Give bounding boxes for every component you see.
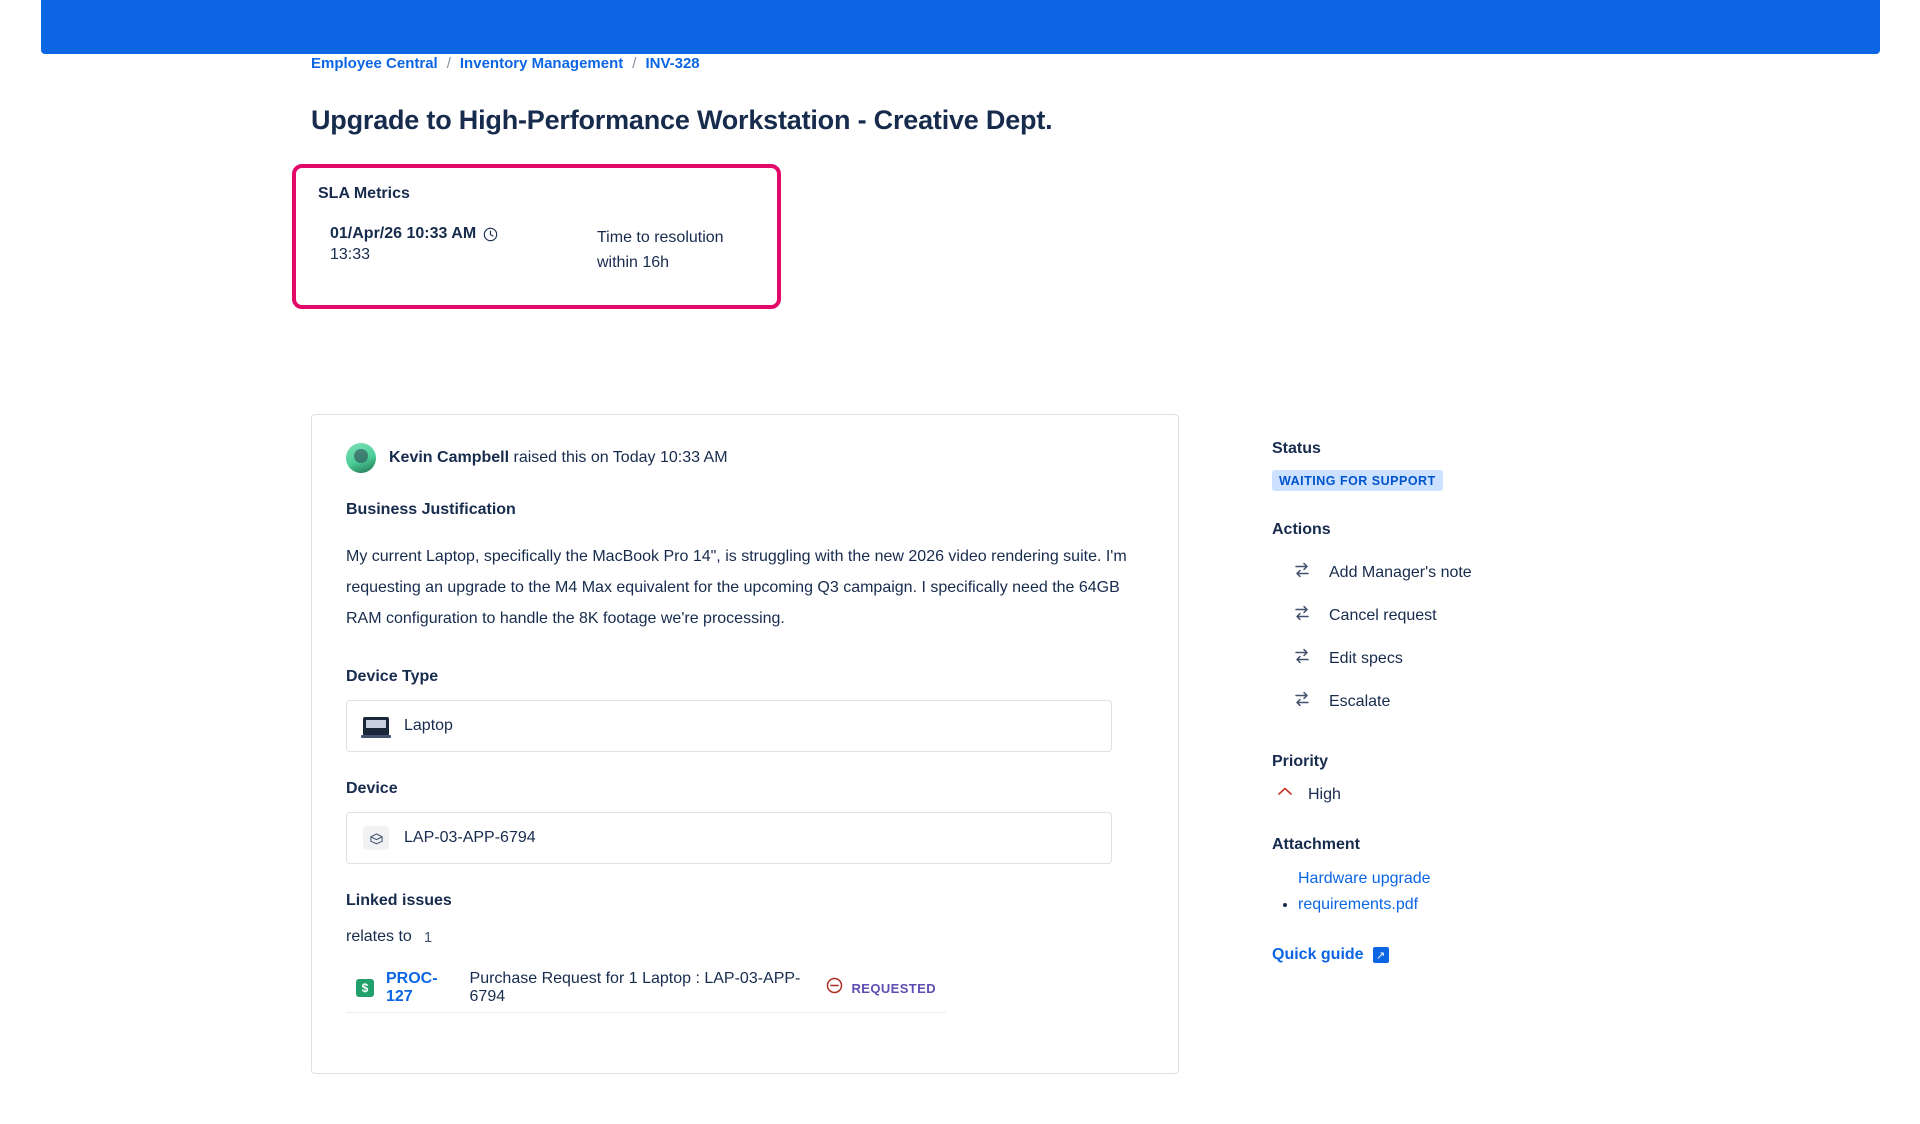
priority-high-icon	[1276, 783, 1294, 806]
sla-goal-line-1: Time to resolution	[597, 229, 724, 246]
status-badge[interactable]: WAITING FOR SUPPORT	[1272, 470, 1443, 491]
linked-issues-relation	[346, 928, 1144, 946]
request-details-card	[311, 414, 1179, 1074]
reporter-raised-on: raised this on Today 10:33 AM	[513, 449, 728, 466]
device-type-field[interactable]	[346, 700, 1112, 752]
relation-label: relates to	[346, 928, 412, 945]
attachment-heading: Attachment	[1272, 836, 1361, 853]
avatar	[346, 443, 376, 473]
external-link-icon: ↗	[1373, 947, 1389, 963]
laptop-icon	[363, 717, 389, 736]
list-item	[1298, 866, 1672, 918]
linked-issue-key[interactable]: PROC-127	[386, 970, 438, 1005]
action-label: Escalate	[1329, 692, 1391, 710]
actions-heading: Actions	[1272, 521, 1331, 538]
quick-guide-link[interactable]	[1272, 946, 1672, 964]
sla-elapsed-time: 13:33	[330, 246, 371, 263]
breadcrumb-item-issue[interactable]: INV-328	[645, 55, 700, 72]
breadcrumb-item-project[interactable]: Employee Central	[311, 55, 438, 72]
sla-metrics-title: SLA Metrics	[318, 185, 410, 202]
status-heading: Status	[1272, 440, 1321, 457]
reporter-name: Kevin Campbell	[389, 449, 510, 466]
breadcrumb	[311, 54, 700, 74]
sla-metrics-card	[292, 164, 781, 309]
device-value: LAP-03-APP-6794	[404, 829, 536, 846]
priority-section	[1272, 753, 1672, 806]
blocked-circle-icon	[826, 977, 843, 999]
priority-row	[1272, 783, 1672, 806]
app-top-bar	[41, 0, 1880, 54]
actions-section	[1272, 521, 1672, 723]
sla-due-date	[330, 225, 597, 243]
action-label: Add Manager's note	[1329, 563, 1472, 581]
linked-issues-heading: Linked issues	[346, 892, 452, 909]
sla-left-column	[330, 225, 597, 264]
relation-count: 1	[423, 928, 433, 946]
actions-list	[1272, 551, 1672, 723]
transition-arrows-icon	[1292, 603, 1312, 628]
attachment-list	[1272, 866, 1672, 918]
device-field[interactable]	[346, 812, 1112, 864]
action-label: Edit specs	[1329, 649, 1403, 667]
attachment-link[interactable]: Hardware upgrade requirements.pdf	[1298, 870, 1431, 913]
transition-arrows-icon	[1292, 646, 1312, 671]
transition-arrows-icon	[1292, 560, 1312, 585]
page-title: Upgrade to High-Performance Workstation - Creative Dept.	[311, 105, 1053, 136]
purchase-request-icon: $	[356, 979, 374, 997]
transition-arrows-icon	[1292, 689, 1312, 714]
linked-issue-status	[826, 977, 936, 999]
action-cancel-request[interactable]	[1272, 594, 1672, 637]
reporter-text	[389, 449, 728, 467]
linked-issue-summary: Purchase Request for 1 Laptop : LAP-03-APP-6794	[469, 970, 801, 1005]
breadcrumb-item-queue[interactable]: Inventory Management	[459, 55, 624, 72]
priority-value: High	[1308, 785, 1341, 803]
breadcrumb-separator: /	[446, 55, 451, 72]
quick-guide-label: Quick guide	[1272, 946, 1364, 963]
device-type-label: Device Type	[346, 668, 439, 685]
business-justification-body: My current Laptop, specifically the MacBook Pro 14", is struggling with the new 2026 video rendering suite. I'm requesting an upgrade to the M4 Max equivalent for the upcoming Q3 campaign. I specifically need the 64GB RAM configuration to handle the 8K footage we're processing.	[346, 548, 1127, 627]
clock-icon	[483, 227, 498, 242]
asset-box-icon	[363, 826, 389, 850]
business-justification-heading: Business Justification	[346, 501, 516, 518]
right-rail	[1272, 440, 1672, 964]
linked-issue-row[interactable]	[346, 964, 946, 1013]
device-type-value: Laptop	[404, 717, 453, 734]
device-label: Device	[346, 780, 398, 797]
action-edit-specs[interactable]	[1272, 637, 1672, 680]
action-label: Cancel request	[1329, 606, 1437, 624]
linked-issue-status-label: REQUESTED	[851, 980, 936, 996]
breadcrumb-separator: /	[632, 55, 637, 72]
reporter-row	[346, 443, 1144, 473]
action-escalate[interactable]	[1272, 680, 1672, 723]
sla-row	[318, 225, 755, 275]
sla-due-date-text: 01/Apr/26 10:33 AM	[330, 225, 477, 242]
priority-heading: Priority	[1272, 753, 1329, 770]
sla-goal	[597, 225, 724, 275]
attachment-section	[1272, 836, 1672, 918]
action-add-managers-note[interactable]	[1272, 551, 1672, 594]
sla-goal-line-2: within 16h	[597, 254, 670, 271]
